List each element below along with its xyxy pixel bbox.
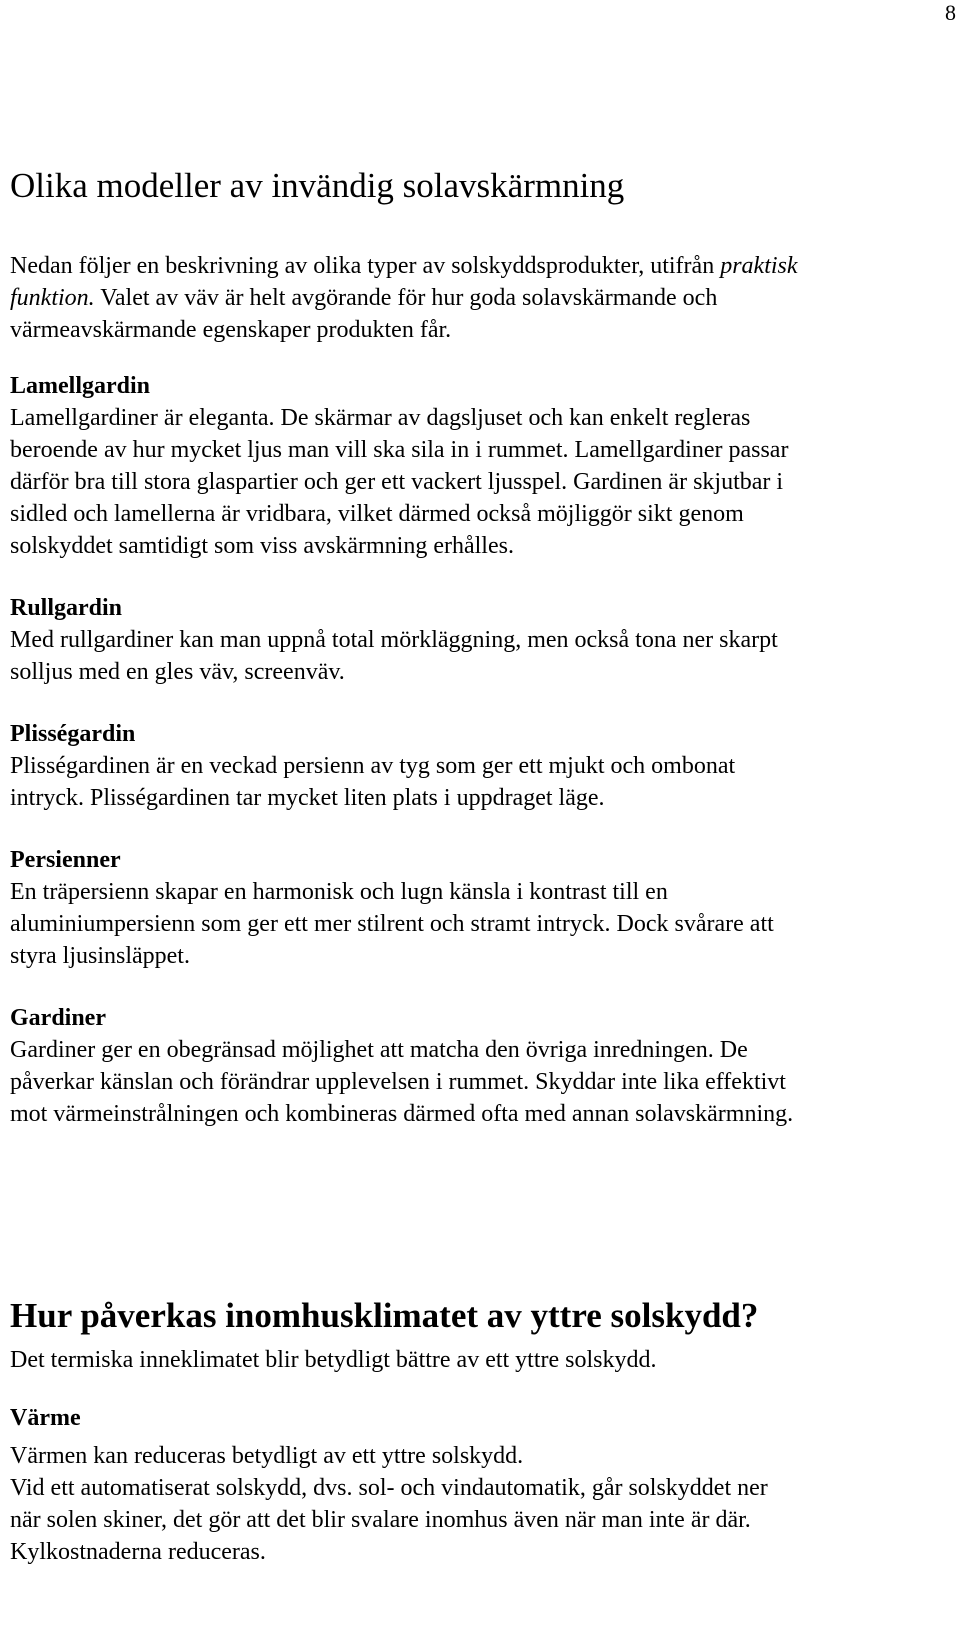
text-line: mot värmeinstrålningen och kombineras därmed ofta med annan solavskärmning.	[10, 1101, 794, 1127]
text-line: sidled och lamellerna är vridbara, vilket därmed också möjliggör sikt genom	[10, 501, 744, 527]
text-line: när solen skiner, det gör att det blir svalare inomhus även när man inte är där.	[10, 1507, 751, 1533]
text-line: Det termiska inneklimatet blir betydligt bättre av ett yttre solskydd.	[10, 1347, 657, 1373]
text-line: intryck. Plisségardinen tar mycket liten plats i uppdraget läge.	[10, 785, 605, 811]
section-title-rullgardin: Rullgardin	[10, 595, 123, 621]
heading-inomhusklimat: Hur påverkas inomhusklimatet av yttre solskydd?	[10, 1296, 759, 1335]
text-line: påverkar känslan och förändrar upplevelsen i rummet. Skyddar inte lika effektivt	[10, 1069, 786, 1095]
text-line: Med rullgardiner kan man uppnå total mörkläggning, men också tona ner skarpt	[10, 627, 778, 653]
section-text-persienner	[10, 876, 950, 972]
page-number: 8	[945, 0, 956, 25]
intro-text-3: värmeavskärmande egenskaper produkten får.	[10, 317, 452, 343]
text-line: Vid ett automatiserat solskydd, dvs. sol- och vindautomatik, går solskyddet ner	[10, 1475, 768, 1501]
text-line: solskyddet samtidigt som viss avskärmning erhålles.	[10, 533, 514, 559]
text-line: beroende av hur mycket ljus man vill ska sila in i rummet. Lamellgardiner passar	[10, 437, 789, 463]
section-title-gardiner: Gardiner	[10, 1005, 106, 1031]
intro-text-1: Nedan följer en beskrivning av olika typer av solskyddsprodukter, utifrån	[10, 253, 721, 279]
text-line: aluminiumpersienn som ger ett mer stilrent och stramt intryck. Dock svårare att	[10, 911, 774, 937]
text-line: Värmen kan reduceras betydligt av ett yttre solskydd.	[10, 1443, 524, 1469]
text-line: solljus med en gles väv, screenväv.	[10, 659, 345, 685]
heading2-subtext	[10, 1344, 950, 1376]
heading-invandig-solavskarmning: Olika modeller av invändig solavskärmning	[10, 166, 625, 205]
section-text-varme	[10, 1440, 950, 1568]
text-line: Plisségardinen är en veckad persienn av tyg som ger ett mjukt och ombonat	[10, 753, 736, 779]
section-title-lamellgardin: Lamellgardin	[10, 373, 151, 399]
text-line: därför bra till stora glaspartier och ger ett vackert ljusspel. Gardinen är skjutbar i	[10, 469, 784, 495]
section-title-persienner: Persienner	[10, 847, 121, 873]
section-text-rullgardin	[10, 624, 950, 688]
text-line: Lamellgardiner är eleganta. De skärmar av dagsljuset och kan enkelt regleras	[10, 405, 751, 431]
intro-italic-1: praktisk	[720, 253, 798, 279]
section-title-plissegardin: Plisségardin	[10, 721, 136, 747]
section-text-gardiner	[10, 1034, 950, 1130]
intro-paragraph	[10, 250, 950, 346]
text-line: styra ljusinsläppet.	[10, 943, 190, 969]
text-line: Kylkostnaderna reduceras.	[10, 1539, 266, 1565]
section-text-plissegardin	[10, 750, 950, 814]
text-line: En träpersienn skapar en harmonisk och lugn känsla i kontrast till en	[10, 879, 668, 905]
section-text-lamellgardin	[10, 402, 950, 562]
intro-text-2: Valet av väv är helt avgörande för hur goda solavskärmande och	[94, 285, 718, 311]
intro-italic-2: funktion.	[10, 285, 95, 311]
text-line: Gardiner ger en obegränsad möjlighet att matcha den övriga inredningen. De	[10, 1037, 748, 1063]
section-title-varme: Värme	[10, 1405, 81, 1431]
